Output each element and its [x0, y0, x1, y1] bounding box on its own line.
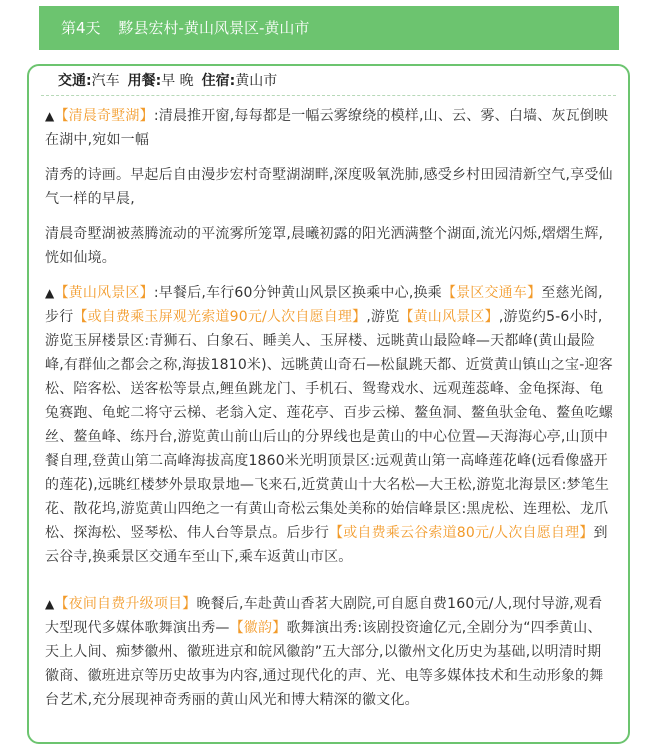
day-label: 第4天	[61, 19, 101, 37]
section-title-huangshan: 【黄山风景区】	[54, 285, 154, 301]
paragraph-huangshan	[45, 281, 613, 569]
paragraph-poem	[45, 163, 613, 211]
paragraph-text: ,游览	[366, 309, 400, 325]
transport-value: 汽车	[91, 73, 120, 89]
paragraph-text: :清晨推开窗,每每都是一幅云雾缭绕的模样,山、云、雾、白墙、灰瓦倒映在湖中,宛如一幅	[45, 108, 609, 148]
paragraph-text: 至慈光阁,步行	[45, 285, 603, 325]
paragraph-text: 晚餐后,车赴黄山香茗大剧院,可自愿自费160元/人,现付导游,观看大型现代多媒体歌舞演出秀—	[45, 596, 603, 636]
day-header	[39, 6, 619, 50]
paragraph-morning-lake	[45, 104, 613, 152]
triangle-bullet-icon: ▲	[45, 109, 55, 123]
paragraph-text: ,游览约5-6小时,游览玉屏楼景区:青狮石、白象石、睡美人、玉屏楼、远眺黄山最险峰—天都峰(黄山最险峰,有群仙之都会之称,海拔1810米)、远眺黄山奇石—松鼠跳天都、近赏黄山镇山之宝-迎客松、陪客松、送客松等景点,鲤鱼跳龙门、手机石、鸳鸯戏水、远观莲蕊峰、金龟探海、龟兔赛跑、龟蛇二将守云梯、老翁入定、莲花亭、百步云梯、鳌鱼洞、鳌鱼驮金龟、鳌鱼吃螺丝、鳌鱼峰、练丹台,游览黄山前山后山的分界线也是黄山的中心位置—天海海心亭,山顶中餐自理,登黄山第二高峰海拔高度1860米光明顶景区:远观黄山第一高峰莲花峰(远看像盛开的莲花),远眺红楼梦外景取景地—飞来石,近赏黄山十大名松—大王松,游览北海景区:梦笔生花、散花坞,游览黄山四绝之一有黄山奇松云集处美称的始信峰景区:黑虎松、连理松、龙爪松、探海松、竖琴松、伟人台等景点。后步行	[45, 309, 613, 541]
paragraph-text: 清晨奇墅湖被蒸腾流动的平流雾所笼罩,晨曦初露的阳光洒满整个湖面,流光闪烁,熠熠生辉,恍如仙境。	[45, 226, 604, 266]
highlight-huiyun-show: 【徽韵】	[229, 620, 287, 636]
route-title: 黟县宏村-黄山风景区-黄山市	[118, 19, 310, 37]
triangle-bullet-icon: ▲	[45, 286, 55, 300]
meals-key: 用餐:	[127, 73, 162, 89]
meals-value: 早 晚	[161, 73, 194, 89]
highlight-scenic-area: 【黄山风景区】	[399, 309, 499, 325]
highlight-yungu-cableway: 【或自费乘云谷索道80元/人次自愿自理】	[329, 525, 594, 541]
paragraph-text: 清秀的诗画。早起后自由漫步宏村奇墅湖湖畔,深度吸氧洗肺,感受乡村田园清新空气,享受仙气一样的早晨,	[45, 167, 613, 207]
stay-value: 黄山市	[235, 73, 278, 89]
paragraph-night-show	[45, 592, 613, 712]
stay-key: 住宿:	[201, 73, 236, 89]
paragraph-text: 歌舞演出秀:该剧投资逾亿元,全剧分为“四季黄山、天上人间、痴梦徽州、徽班进京和皖风徽韵”五大部分,以徽州文化历史为基础,以明清时期徽商、徽班进京等历史故事为内容,通过现代化的声、光、电等多媒体技术和生动形象的舞台艺术,充分展现神奇秀丽的黄山风光和博大精深的徽文化。	[45, 620, 604, 708]
info-line	[58, 69, 277, 93]
highlight-yuping-cableway: 【或自费乘玉屏观光索道90元/人次自愿自理】	[73, 309, 367, 325]
paragraph-text: :早餐后,车行60分钟黄山风景区换乘中心,换乘	[153, 285, 442, 301]
transport-key: 交通:	[58, 73, 92, 89]
section-title-morning-lake: 【清晨奇墅湖】	[54, 108, 154, 124]
paragraph-text: 到云谷寺,换乘景区交通车至山下,乘车返黄山市区。	[45, 525, 608, 565]
highlight-shuttle-bus: 【景区交通车】	[441, 285, 542, 301]
paragraph-mist	[45, 222, 613, 270]
triangle-bullet-icon: ▲	[45, 597, 55, 611]
section-title-night-show: 【夜间自费升级项目】	[54, 596, 197, 612]
itinerary-card	[27, 64, 630, 744]
info-divider	[41, 95, 616, 96]
